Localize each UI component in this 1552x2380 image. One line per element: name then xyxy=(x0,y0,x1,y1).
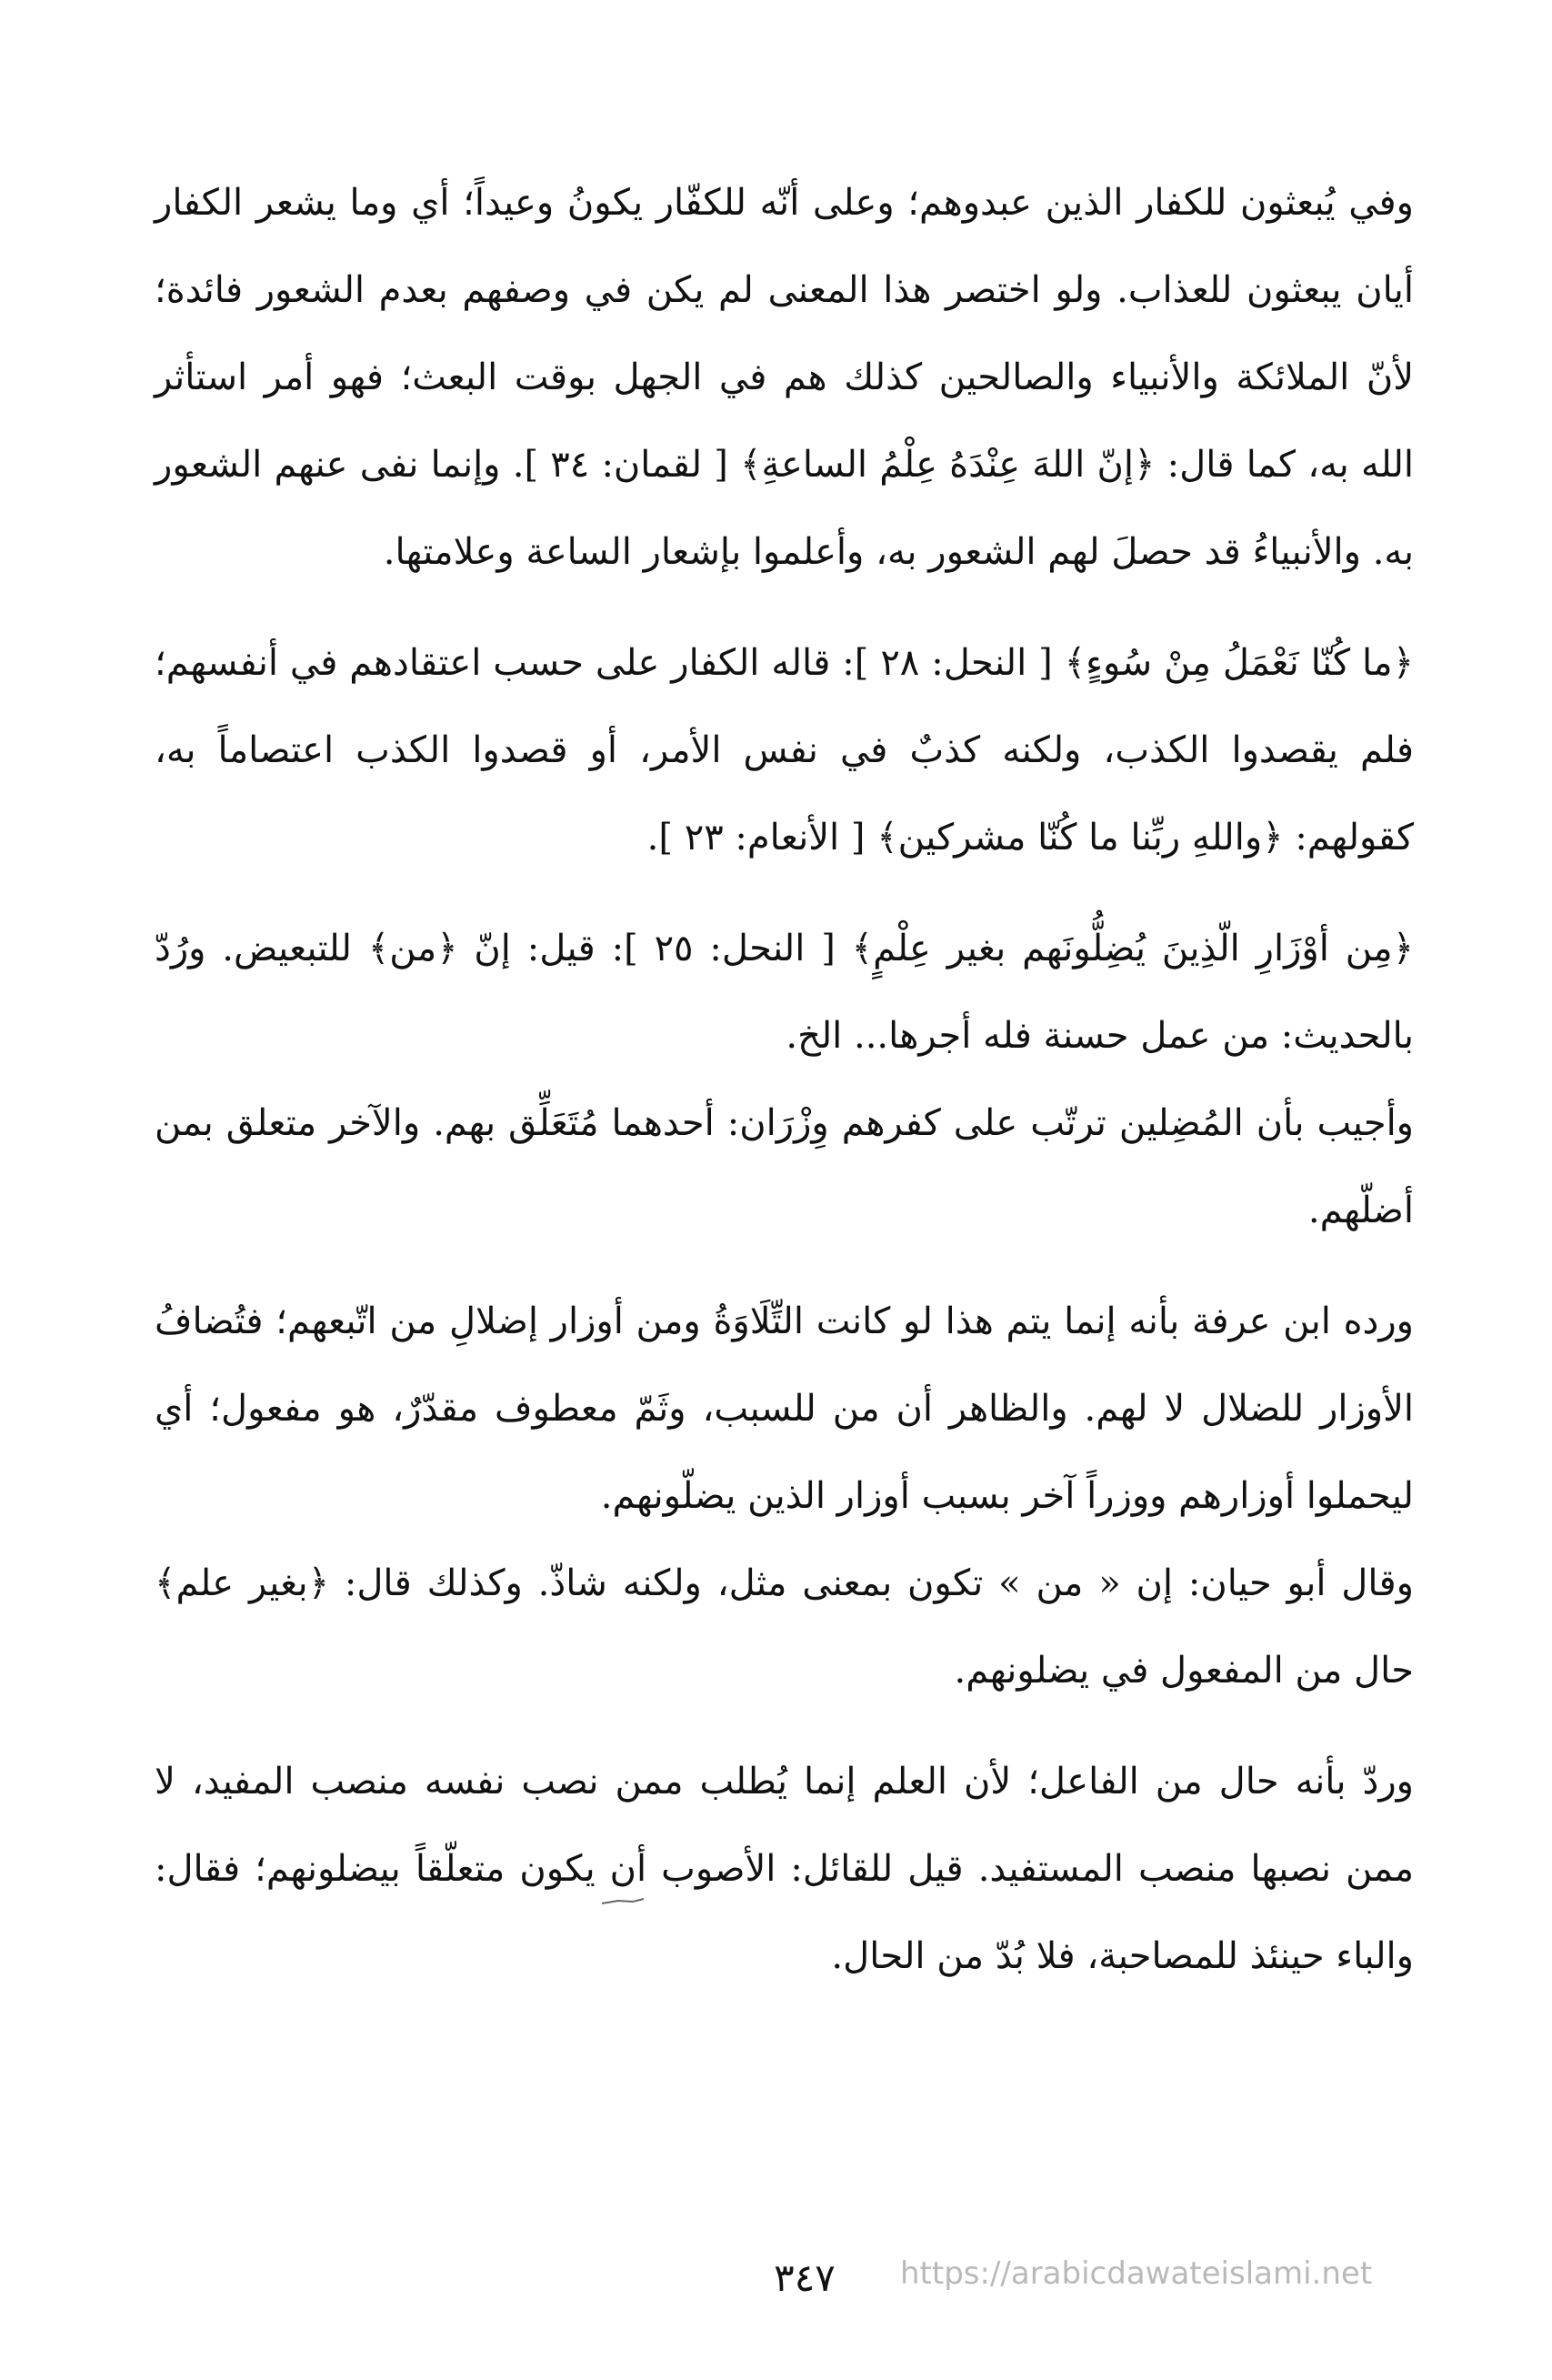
paragraph-1: وفي يُبعثون للكفار الذين عبدوهم؛ وعلى أنّه للكفّار يكونُ وعيداً؛ أي وما يشعر الكفار أيان يبعثون للعذاب. ولو اختصر هذا المعنى لم يكن في وصفهم بعدم الشعور فائدة؛ لأنّ الملائكة والأنبياء والصالحين كذلك هم في الجهل بوقت البعث؛ فهو أمر استأثر الله به، كما قال: ﴿إنّ اللهَ عِنْدَهُ عِلْمُ الساعةِ﴾ [ لقمان: ٣٤ ]. وإنما نفى عنهم الشعور به. والأنبياءُ قد حصلَ لهم الشعور به، وأعلموا بإشعار الساعة وعلامتها. xyxy=(155,182,1414,573)
paragraph-7: وردّ بأنه حال من الفاعل؛ لأن العلم إنما يُطلب ممن نصب نفسه منصب المفيد، لا ممن نصبها منصب المستفيد. قيل للقائل: الأصوب أن يكون متعلّقاً بيضلونهم؛ فقال: والباء حينئذ للمصاحبة، فلا بُدّ من الحال. xyxy=(155,1761,1414,1977)
page-number: ٣٤٧ xyxy=(774,2255,836,2300)
paragraph-3: ﴿مِن أوْزَارِ الّذِينَ يُضِلُّونَهم بغير عِلْمٍ﴾ [ النحل: ٢٥ ]: قيل: إنّ ﴿من﴾ للتبعيض. ورُدّ بالحديث: من عمل حسنة فله أجرها... الخ. xyxy=(155,928,1415,1057)
scan-speck xyxy=(600,1896,646,1907)
paragraph-2: ﴿ما كُنّا نَعْمَلُ مِنْ سُوءٍ﴾ [ النحل: ٢٨ ]: قاله الكفار على حسب اعتقادهم في أنفسهم؛ فلم يقصدوا الكذب، ولكنه كذبٌ في نفس الأمر، أو قصدوا الكذب اعتصاماً به، كقولهم: ﴿واللهِ ربِّنا ما كُنّا مشركين﴾ [ الأنعام: ٢٣ ]. xyxy=(155,642,1415,859)
paragraph-6: وقال أبو حيان: إن « من » تكون بمعنى مثل، ولكنه شاذّ. وكذلك قال: ﴿بغير علم﴾ حال من المفعول في يضلونهم. xyxy=(155,1562,1414,1692)
body-text xyxy=(155,159,1414,2000)
paragraph-4: وأجيب بأن المُضِلين ترتّب على كفرهم وِزْرَان: أحدهما مُتَعَلِّق بهم. والآخر متعلق بمن أضلّهم. xyxy=(155,1102,1414,1231)
paragraph-5: ورده ابن عرفة بأنه إنما يتم هذا لو كانت التِّلَاوَةُ ومن أوزار إضلالِ من اتّبعهم؛ فتُضافُ الأوزار للضلال لا لهم. والظاهر أن من للسبب، وثَمّ معطوف مقدّرٌ، هو مفعول؛ أي ليحملوا أوزارهم ووزراً آخر بسبب أوزار الذين يضلّونهم. xyxy=(155,1300,1414,1517)
watermark-url: https://arabicdawateislami.net xyxy=(900,2255,1373,2292)
